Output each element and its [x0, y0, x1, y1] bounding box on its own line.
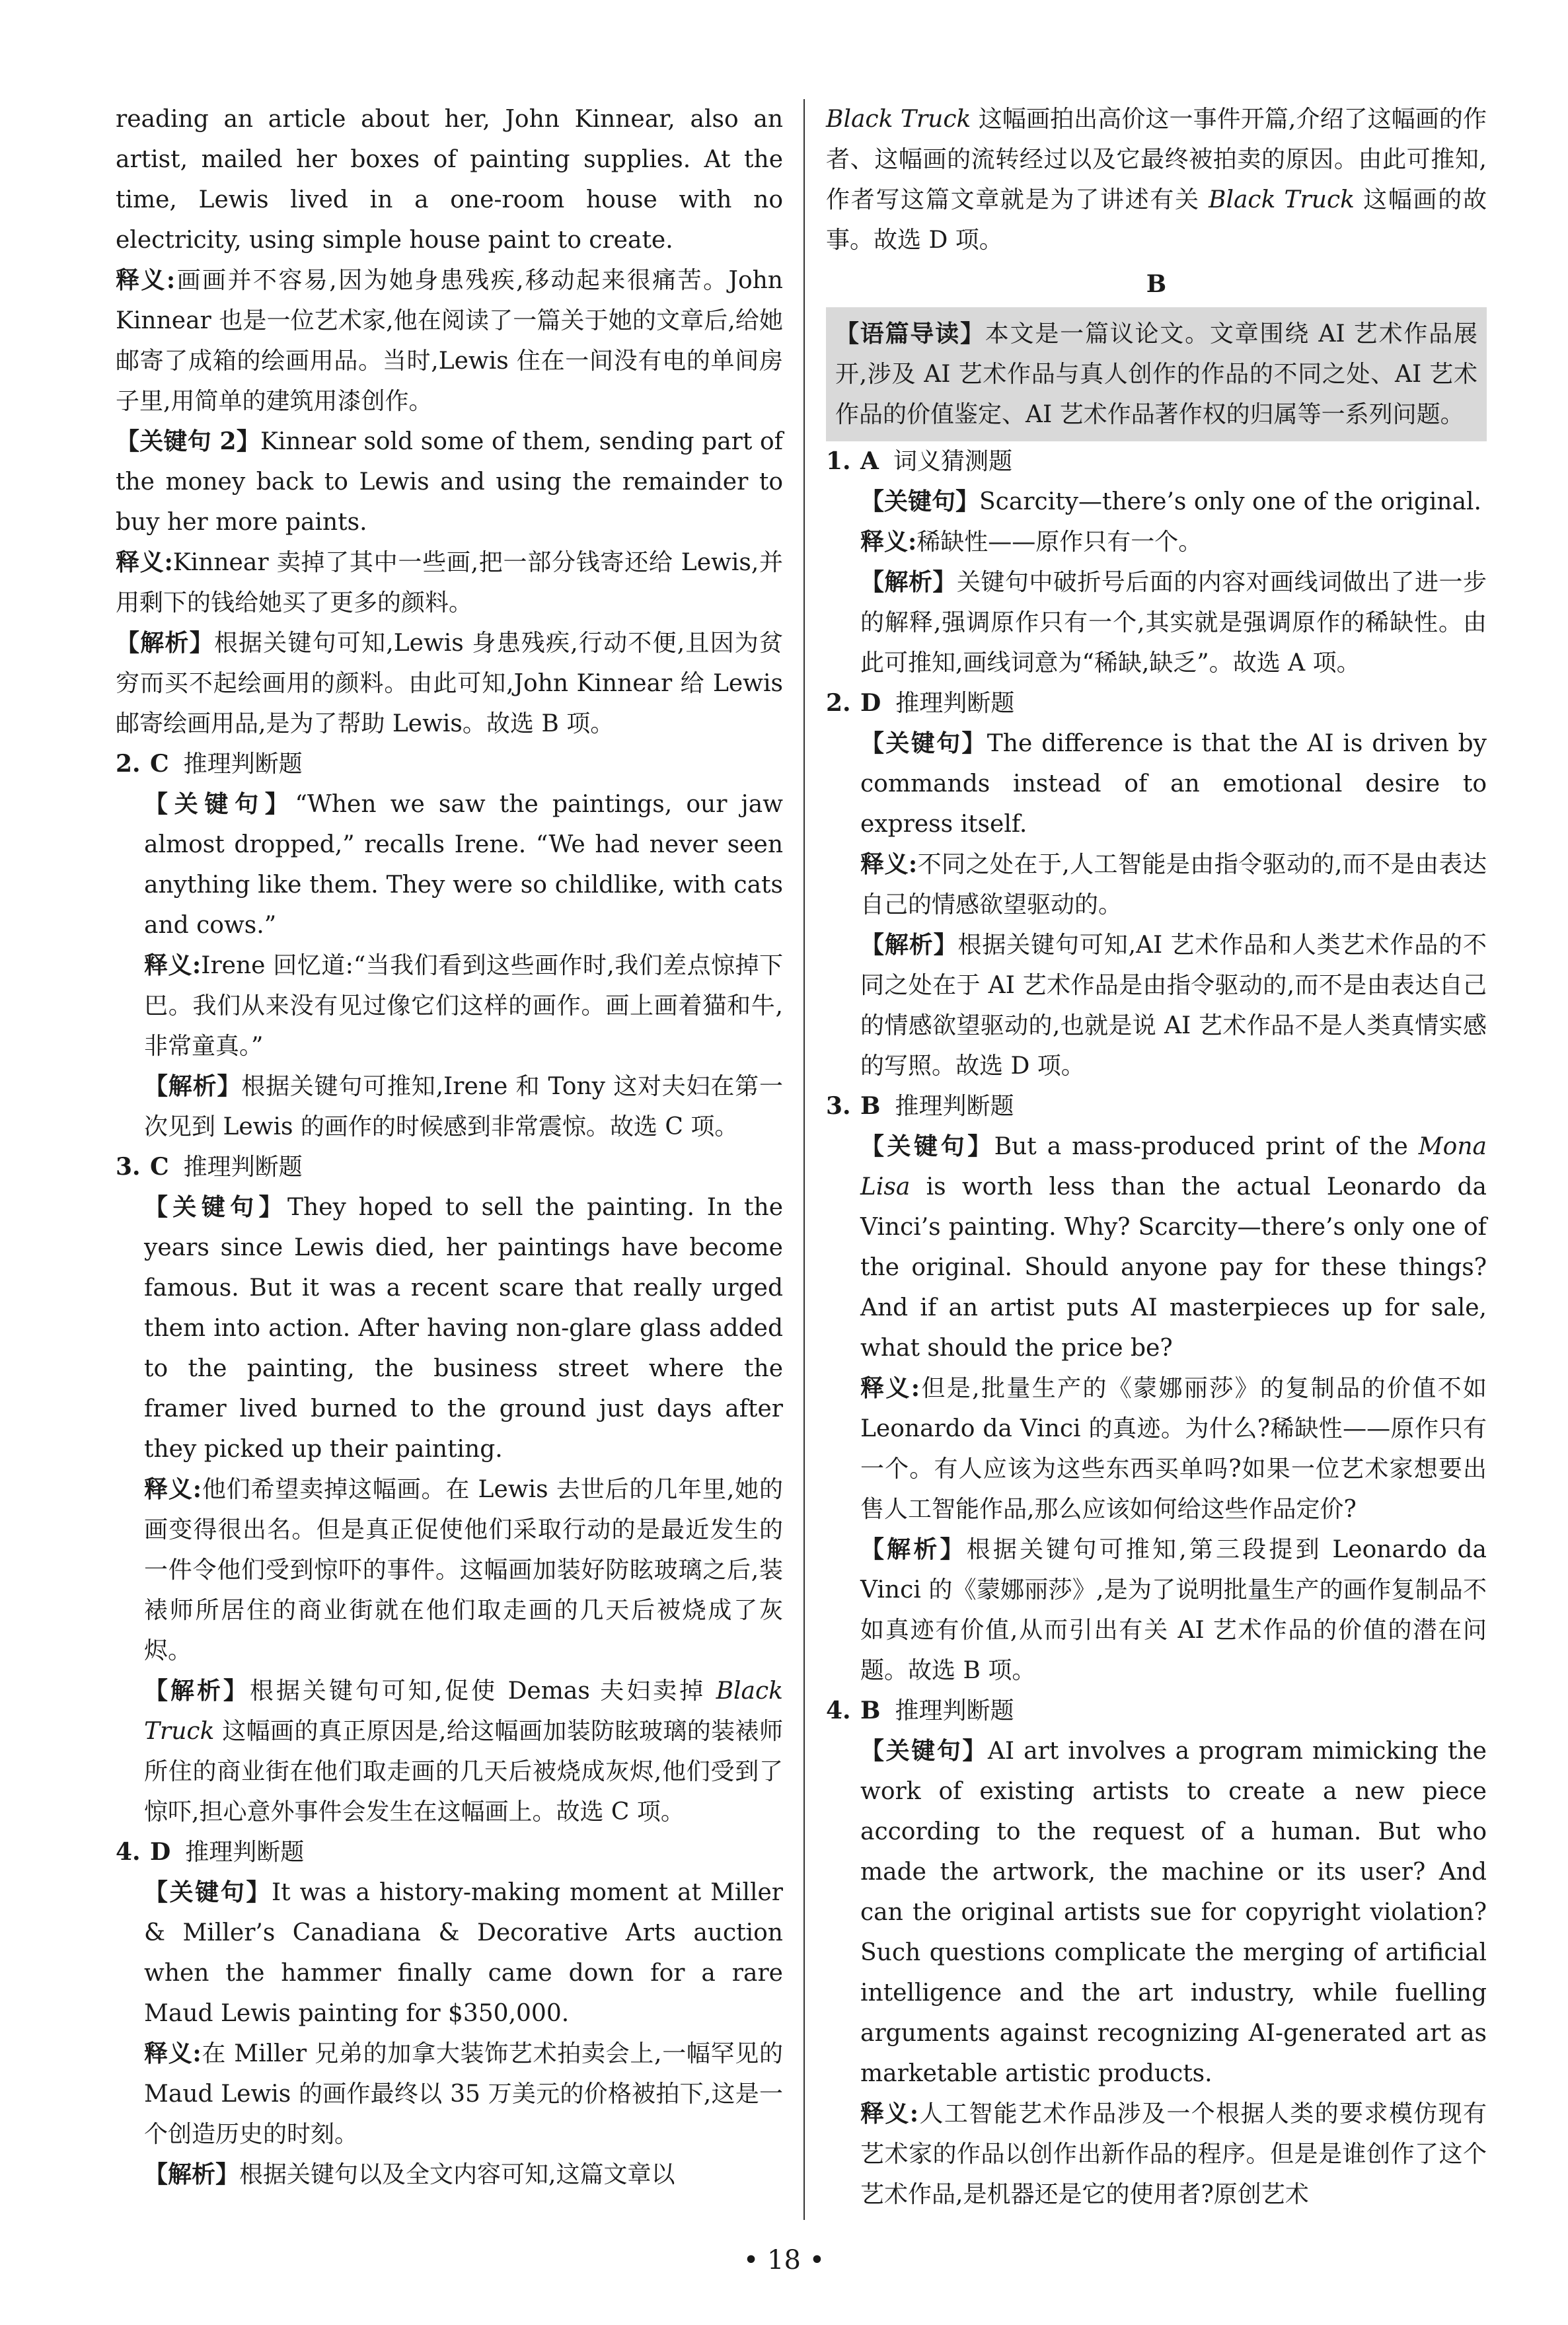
translation-text: 但是,批量生产的《蒙娜丽莎》的复制品的价值不如 Leonardo da Vinci 的真迹。为什么?稀缺性——原作只有一个。有人应该为这些东西买单吗?如果一位艺术家想要出售人工智能作品,那么应该如何给这些作品定价? — [860, 1375, 1487, 1523]
question-answer: C — [150, 1153, 169, 1181]
translation-text: 稀缺性——原作只有一个。 — [916, 529, 1203, 556]
page-number: • 18 • — [743, 2245, 825, 2275]
key-sentence-label: 【关键句】 — [144, 1193, 287, 1221]
translation-paragraph — [860, 1368, 1487, 1530]
translation-text: 他们希望卖掉这幅画。在 Lewis 去世后的几年里,她的画变得很出名。但是真正促使他们采取行动的是最近发生的一件令他们受到惊吓的事件。这幅画加装好防眩玻璃之后,装裱师所居住的商业街就在他们取走画的几天后被烧成了灰烬。 — [144, 1476, 783, 1664]
key-sentence-text-a: But a mass-produced print of the — [994, 1133, 1419, 1160]
key-sentence-2 — [116, 422, 783, 542]
translation-text: 不同之处在于,人工智能是由指令驱动的,而不是由表达自己的情感欲望驱动的。 — [860, 851, 1487, 918]
passage-guide-box — [826, 307, 1487, 441]
key-sentence — [144, 1187, 783, 1469]
translation-label: 释义: — [144, 2040, 202, 2067]
question-type: 推理判断题 — [183, 751, 303, 778]
question-answer: B — [860, 1697, 881, 1724]
analysis-label: 【解析】 — [860, 568, 957, 596]
analysis-continuation — [826, 99, 1487, 260]
analysis-label: 【解析】 — [144, 1677, 250, 1705]
question-number: 4. — [826, 1697, 851, 1724]
translation-label: 释义: — [860, 2100, 919, 2127]
translation-text: 画画并不容易,因为她身患残疾,移动起来很痛苦。John Kinnear 也是一位艺术家,他在阅读了一篇关于她的文章后,给她邮寄了成箱的绘画用品。当时,Lewis 住在一间没有电的单间房子里,用简单的建筑用漆创作。 — [116, 267, 783, 415]
analysis-text: 根据关键句可知,Lewis 身患残疾,行动不便,且因为贫穷而买不起绘画用的颜料。由此可知,John Kinnear 给 Lewis 邮寄绘画用品,是为了帮助 Lewis。故选 B 项。 — [116, 630, 783, 737]
question-number: 2. — [116, 750, 141, 778]
translation-text: 人工智能艺术作品涉及一个根据人类的要求模仿现有艺术家的作品以创作出新作品的程序。但是是谁创作了这个艺术作品,是机器还是它的使用者?原创艺术 — [860, 2100, 1487, 2208]
analysis-text-a: 这幅画拍出高价这一事件开篇,介绍了这幅画的作者、这幅画的流转经过以及它最终被拍卖的原因。由此可推知,作者写这篇文章就是为了讲述有关 — [826, 106, 1487, 213]
question-answer: D — [860, 689, 881, 717]
question-type: 推理判断题 — [895, 1697, 1014, 1724]
key-sentence — [144, 784, 783, 945]
translation-text: Irene 回忆道:“当我们看到这些画作时,我们差点惊掉下巴。我们从来没有见过像它们这样的画作。画上画着猫和牛,非常童真。” — [144, 952, 783, 1060]
translation-label: 释义: — [116, 548, 173, 576]
key-sentence-text: They hoped to sell the painting. In the years since Lewis died, her paintings have become famous. But it was a recent scare that really urged them into action. After having non-glare glass added to the painting, the business street where the framer lived burned to the ground just days after they picked up their painting. — [144, 1194, 783, 1463]
right-column — [826, 99, 1487, 2215]
question-body — [826, 1731, 1487, 2215]
analysis-text-a: 根据关键句可知,促使 Demas 夫妇卖掉 — [249, 1678, 716, 1705]
key-sentence — [860, 1126, 1487, 1368]
analysis-text: 根据关键句可知,AI 艺术作品和人类艺术作品的不同之处在于 AI 艺术作品是由指令驱动的,而不是由表达自己的情感欲望驱动的,也就是说 AI 艺术作品不是人类真情实感的写照。故选 D 项。 — [860, 932, 1487, 1080]
question-answer: C — [150, 750, 169, 778]
translation-text: 在 Miller 兄弟的加拿大装饰艺术拍卖会上,一幅罕见的 Maud Lewis 的画作最终以 35 万美元的价格被拍下,这是一个创造历史的时刻。 — [144, 2040, 783, 2148]
analysis-text: 根据关键句可推知,第三段提到 Leonardo da Vinci 的《蒙娜丽莎》,是为了说明批量生产的画作复制品不如真迹有价值,从而引出有关 AI 艺术作品的价值的潜在问题。故选 B 项。 — [860, 1536, 1487, 1684]
key-sentence — [860, 482, 1487, 522]
left-column — [116, 99, 783, 2195]
translation-text: Kinnear 卖掉了其中一些画,把一部分钱寄还给 Lewis,并用剩下的钱给她买了更多的颜料。 — [116, 549, 783, 616]
key-sentence-label: 【关键句】 — [860, 729, 987, 757]
key-sentence-label: 【关键句】 — [144, 1878, 272, 1906]
painting-title: Black Truck — [144, 1678, 783, 1745]
question-body — [826, 482, 1487, 683]
question-body — [826, 1126, 1487, 1691]
question-header — [116, 1832, 783, 1872]
analysis-text: 根据关键句以及全文内容可知,这篇文章以 — [239, 2161, 675, 2188]
analysis-label: 【解析】 — [144, 1072, 242, 1100]
analysis-label: 【解析】 — [144, 2160, 240, 2188]
key-sentence-text-b: is worth less than the actual Leonardo da Vinci’s painting. Why? Scarcity—there’s only one of the original. Should anyone pay for these things? And if an artist puts AI masterpieces up for sale, what should the price be? — [860, 1173, 1487, 1362]
question-type: 词义猜测题 — [893, 448, 1012, 475]
question-header — [826, 441, 1487, 482]
painting-title: Black Truck — [826, 106, 971, 133]
translation-paragraph — [860, 2094, 1487, 2215]
translation-label: 释义: — [860, 528, 917, 556]
key-sentence-label: 【关键句】 — [860, 488, 980, 515]
passage-guide-label: 【语篇导读】 — [835, 320, 985, 348]
key-sentence-text: “When we saw the paintings, our jaw almost dropped,” recalls Irene. “We had never seen anything like them. They were so childlike, with cats and cows.” — [144, 791, 783, 939]
question-type: 推理判断题 — [895, 1093, 1014, 1120]
question-answer: A — [860, 447, 879, 475]
translation-paragraph — [116, 542, 783, 623]
question-body — [826, 723, 1487, 1086]
question-body — [116, 1187, 783, 1832]
key-sentence-text: Scarcity—there’s only one of the original. — [979, 488, 1481, 515]
key-sentence-label: 【关键句 2】 — [116, 427, 260, 455]
question-body — [116, 784, 783, 1147]
translation-paragraph — [860, 522, 1487, 562]
question-header — [116, 1147, 783, 1187]
analysis-label: 【解析】 — [116, 629, 214, 657]
key-sentence — [860, 1731, 1487, 2094]
analysis-text-b: 这幅画的真正原因是,给这幅画加装防眩玻璃的装裱师所住的商业街在他们取走画的几天后被烧成灰烬,他们受到了惊吓,担心意外事件会发生在这幅画上。故选 C 项。 — [144, 1718, 783, 1826]
question-type: 推理判断题 — [895, 690, 1015, 717]
column-divider — [803, 99, 805, 2220]
key-sentence-label: 【关键句】 — [860, 1737, 988, 1765]
section-heading: B — [1146, 270, 1167, 298]
question-number: 2. — [826, 689, 851, 717]
passage-continuation: reading an article about her, John Kinnear, also an artist, mailed her boxes of painting supplies. At the time, Lewis lived in a one-room house with no electricity, using simple house paint to create. — [116, 106, 783, 254]
key-sentence — [860, 723, 1487, 844]
question-number: 3. — [116, 1153, 141, 1181]
analysis-text-b: 这幅画的故事。故选 D 项。 — [826, 186, 1487, 254]
analysis-paragraph — [144, 1671, 783, 1832]
key-sentence-text: AI art involves a program mimicking the work of existing artists to create a new piece according to the request of a human. But who made the artwork, the machine or its user? And can the original artists sue for copyright violation? Such questions complicate the merging of artificial intelligence and the art industry, while fuelling arguments against recognizing AI-generated art as marketable artistic products. — [860, 1738, 1487, 2087]
key-sentence-label: 【关键句】 — [860, 1132, 994, 1160]
question-number: 3. — [826, 1092, 851, 1120]
analysis-label: 【解析】 — [860, 931, 958, 959]
translation-label: 释义: — [860, 1374, 920, 1402]
painting-title: Mona Lisa — [860, 1133, 1487, 1200]
analysis-text: 根据关键句可推知,Irene 和 Tony 这对夫妇在第一次见到 Lewis 的画作的时候感到非常震惊。故选 C 项。 — [144, 1073, 783, 1140]
translation-paragraph — [144, 945, 783, 1066]
question-header — [826, 1691, 1487, 1731]
analysis-paragraph — [116, 623, 783, 744]
analysis-paragraph — [860, 925, 1487, 1086]
translation-paragraph — [116, 260, 783, 422]
key-sentence-text: Kinnear sold some of them, sending part of the money back to Lewis and using the remainder to buy her more paints. — [116, 428, 783, 536]
analysis-text: 关键句中破折号后面的内容对画线词做出了进一步的解释,强调原作只有一个,其实就是强调原作的稀缺性。由此可推知,画线词意为“稀缺,缺乏”。故选 A 项。 — [860, 569, 1487, 677]
question-number: 4. — [116, 1838, 141, 1866]
translation-paragraph — [860, 844, 1487, 925]
translation-label: 释义: — [860, 850, 918, 878]
question-type: 推理判断题 — [183, 1154, 303, 1181]
question-number: 1. — [826, 447, 851, 475]
translation-paragraph — [144, 1469, 783, 1671]
passage-guide-text: 本文是一篇议论文。文章围绕 AI 艺术作品展开,涉及 AI 艺术作品与真人创作的作品的不同之处、AI 艺术作品的价值鉴定、AI 艺术作品著作权的归属等一系列问题。 — [835, 320, 1477, 428]
key-sentence — [144, 1872, 783, 2034]
question-header — [826, 1086, 1487, 1126]
translation-label: 释义: — [144, 951, 202, 979]
question-header — [826, 683, 1487, 723]
question-answer: D — [150, 1838, 171, 1866]
translation-label: 释义: — [116, 266, 176, 294]
question-body — [116, 1872, 783, 2195]
key-sentence-label: 【关键句】 — [144, 790, 295, 818]
analysis-paragraph — [144, 1066, 783, 1147]
analysis-paragraph — [860, 562, 1487, 683]
question-answer: B — [860, 1092, 881, 1120]
question-header — [116, 744, 783, 784]
analysis-paragraph — [860, 1530, 1487, 1691]
key-sentence-text: The difference is that the AI is driven by commands instead of an emotional desire to express itself. — [860, 730, 1487, 838]
painting-title: Black Truck — [1208, 186, 1355, 213]
translation-label: 释义: — [144, 1475, 202, 1503]
key-sentence-text: It was a history-making moment at Miller & Miller’s Canadiana & Decorative Arts auction when the hammer finally came down for a rare Maud Lewis painting for $350,000. — [144, 1879, 783, 2027]
translation-paragraph — [144, 2034, 783, 2155]
question-type: 推理判断题 — [185, 1839, 305, 1866]
analysis-paragraph — [144, 2155, 783, 2195]
analysis-label: 【解析】 — [860, 1535, 967, 1563]
